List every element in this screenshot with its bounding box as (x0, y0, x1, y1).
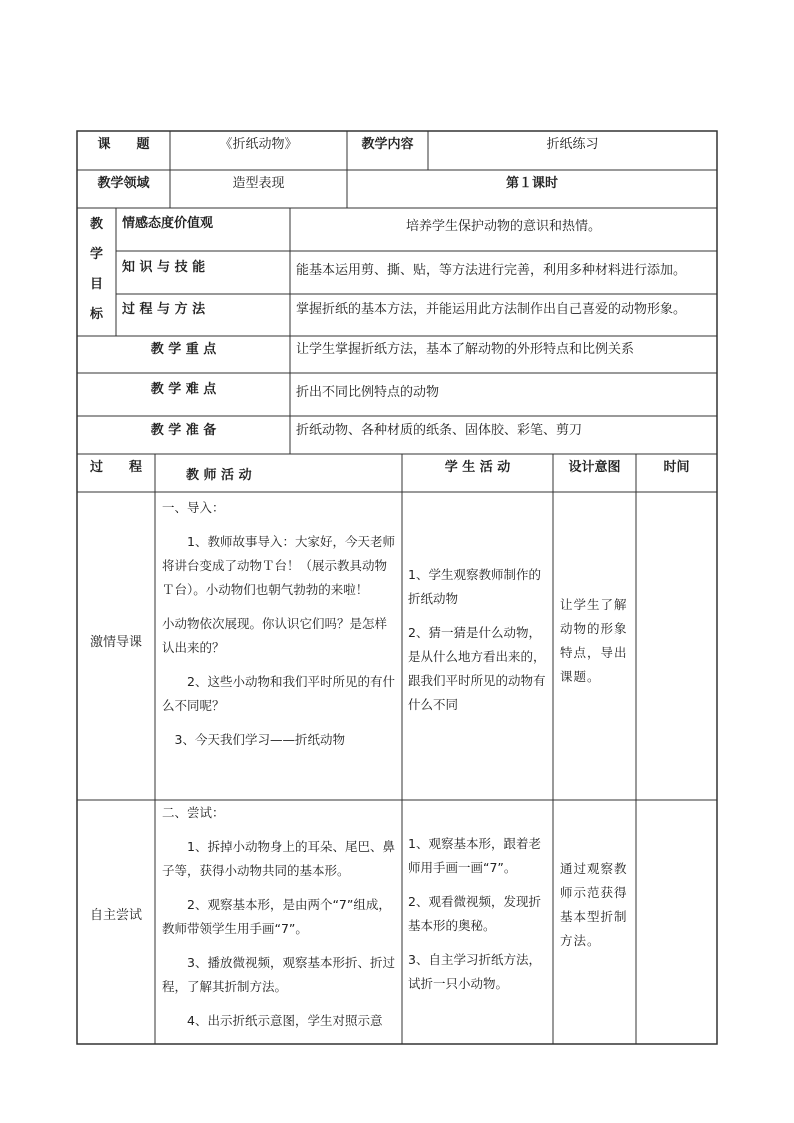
teacher-paragraph: 3、播放微视频，观察基本形折、折过程，了解其折制方法。 (162, 955, 395, 994)
topic-value: 《折纸动物》 (219, 137, 298, 152)
time-header: 时间 (663, 460, 690, 475)
teacher-paragraph: 1、教师故事导入：大家好，今天老师将讲台变成了动物Ｔ台！（展示教具动物Ｔ台）。小动物们也朝气勃勃的来啦！ (162, 534, 395, 597)
goal-label-skills: 知 识 与 技 能 (122, 260, 206, 275)
section-name: 激情导课 (89, 635, 142, 650)
section-name: 自主尝试 (89, 908, 142, 923)
student-paragraph: 3、自主学习折纸方法，试折一只小动物。 (408, 952, 541, 991)
goals-label (77, 210, 116, 330)
goal-label-attitude: 情感态度价值观 (122, 216, 214, 231)
student-activity-header: 学 生 活 动 (444, 460, 511, 475)
goal-text-process: 掌握折纸的基本方法，并能运用此方法制作出自己喜爱的动物形象。 (296, 302, 687, 317)
student-activity-cell (408, 563, 548, 717)
student-paragraph: 1、观察基本形，跟着老师用手画一画“7”。 (408, 836, 541, 875)
teacher-paragraph: 2、观察基本形，是由两个“7”组成，教师带领学生用手画“7”。 (162, 897, 391, 936)
goal-label-process: 过 程 与 方 法 (122, 302, 206, 317)
preparation-label: 教 学 准 备 (150, 423, 217, 438)
content-label: 教学内容 (361, 137, 414, 152)
teacher-activity-cell (162, 496, 396, 752)
goal-text-attitude: 培养学生保护动物的意识和热情。 (405, 219, 601, 234)
preparation-text: 折纸动物、各种材质的纸条、固体胶、彩笔、剪刀 (296, 423, 583, 438)
teacher-paragraph: 二、尝试： (162, 805, 225, 820)
teacher-paragraph: 3、今天我们学习——折纸动物 (174, 732, 345, 747)
teacher-paragraph: 小动物依次展现。你认识它们吗？是怎样认出来的？ (162, 616, 388, 655)
goal-text-skills: 能基本运用剪、撕、贴，等方法进行完善，利用多种材料进行添加。 (296, 263, 687, 278)
teacher-activity-cell (162, 801, 396, 1033)
teacher-paragraph: 一、导入： (162, 500, 225, 515)
teacher-paragraph: 1、拆掉小动物身上的耳朵、尾巴、鼻子等，获得小动物共同的基本形。 (162, 839, 395, 878)
goals-label-char: 标 (89, 307, 103, 322)
key-point-label: 教 学 重 点 (150, 342, 217, 357)
student-paragraph: 2、猜一猜是什么动物，是从什么地方看出来的，跟我们平时所见的动物有什么不同 (408, 625, 546, 712)
process-header: 过 程 (89, 460, 142, 475)
domain-value: 造型表现 (232, 176, 285, 191)
lesson-value: 第１课时 (505, 176, 558, 191)
topic-label: 课 题 (97, 137, 150, 152)
teacher-paragraph: 2、这些小动物和我们平时所见的有什么不同呢？ (162, 674, 395, 713)
student-activity-cell (408, 832, 548, 996)
goals-label-char: 学 (89, 247, 103, 262)
difficulty-label: 教 学 难 点 (150, 382, 217, 397)
difficulty-text: 折出不同比例特点的动物 (296, 385, 440, 400)
design-intent-header: 设计意图 (568, 460, 621, 475)
teacher-activity-header: 教 师 活 动 (186, 468, 252, 483)
goals-label-char: 教 (89, 217, 103, 232)
design-intent-cell: 通过观察教师示范获得基本型折制方法。 (560, 861, 628, 948)
teacher-paragraph: 4、出示折纸示意图，学生对照示意 (187, 1013, 383, 1028)
key-point-text: 让学生掌握折纸方法，基本了解动物的外形特点和比例关系 (296, 342, 635, 357)
design-intent-cell: 让学生了解动物的形象特点，导出课题。 (560, 597, 628, 684)
student-paragraph: 1、学生观察教师制作的折纸动物 (408, 567, 541, 606)
student-paragraph: 2、观看微视频，发现折基本形的奥秘。 (408, 894, 541, 933)
domain-label: 教学领域 (97, 176, 150, 191)
content-value: 折纸练习 (546, 137, 599, 152)
goals-label-char: 目 (89, 277, 103, 292)
